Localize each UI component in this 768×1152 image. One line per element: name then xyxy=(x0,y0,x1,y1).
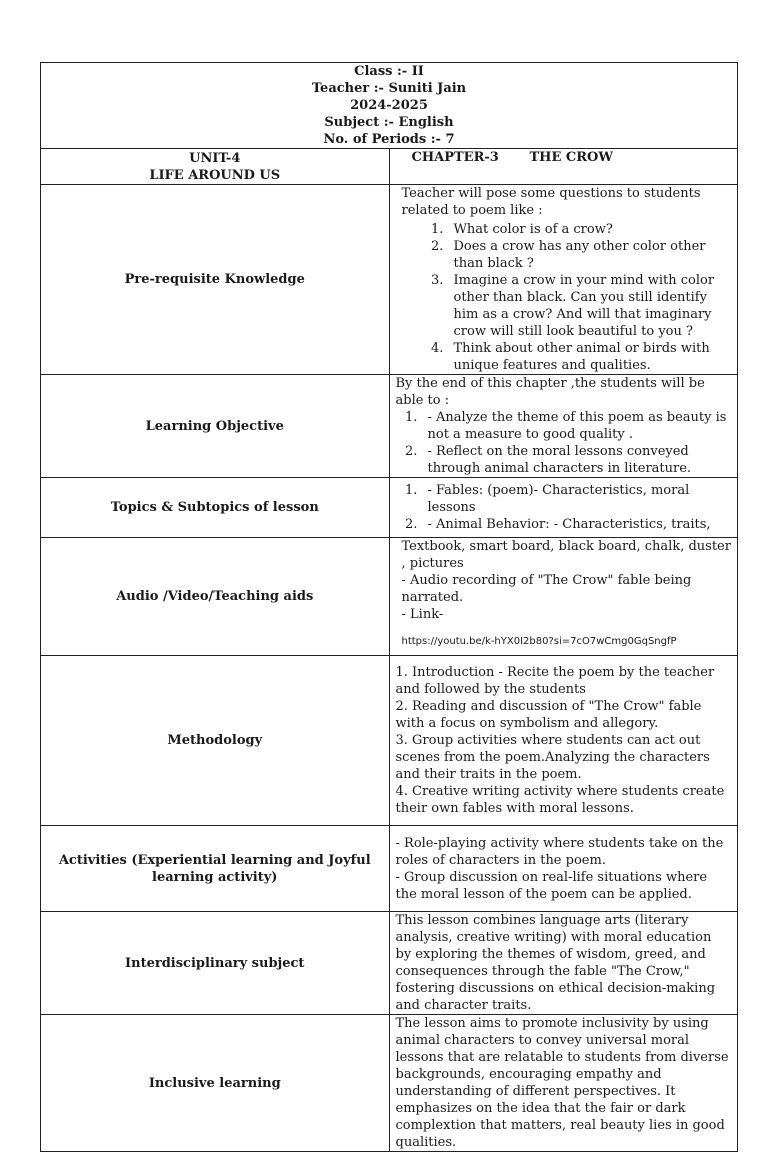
list-item: 2. Reading and discussion of "The Crow" fable with a focus on symbolism and allegory. xyxy=(395,699,702,731)
list-item: - Role-playing activity where students take on the roles of characters in the poem. xyxy=(395,835,724,868)
list-item: 2. Does a crow has any other color other than black ? xyxy=(448,238,732,272)
inclusive-row xyxy=(41,1015,738,1152)
list-item: 4. Think about other animal or birds with unique features and qualities. xyxy=(448,340,732,374)
interdisciplinary-label: Interdisciplinary subject xyxy=(41,912,390,1015)
objective-content xyxy=(389,375,738,478)
teacher-line: Teacher :- Suniti Jain xyxy=(311,81,467,96)
list-item: 1. - Fables: (poem)- Characteristics, moral lessons xyxy=(422,482,732,516)
aids-row xyxy=(41,538,738,656)
objective-row xyxy=(41,375,738,478)
methodology-label: Methodology xyxy=(41,656,390,826)
chapter-cell xyxy=(389,149,738,185)
topics-label: Topics & Subtopics of lesson xyxy=(41,478,390,538)
interdisciplinary-row xyxy=(41,912,738,1015)
objective-label: Learning Objective xyxy=(41,375,390,478)
topics-row xyxy=(41,478,738,538)
aids-content xyxy=(389,538,738,656)
methodology-content xyxy=(389,656,738,826)
header-cell xyxy=(41,63,738,149)
list-item: 2. - Reflect on the moral lessons conveyed through animal characters in literature. xyxy=(422,443,732,477)
class-line: Class :- II xyxy=(354,64,424,79)
inclusive-content: The lesson aims to promote inclusivity by using animal characters to convey universal moral lessons that are relatable to students from diverse backgrounds, encouraging empathy and understanding of different perspectives. It emphasizes on the idea that the fair or dark complextion that matters, real beauty lies in good qualities. xyxy=(389,1015,738,1152)
list-item: 3. Group activities where students can act out scenes from the poem.Analyzing the characters and their traits in the poem. xyxy=(395,733,710,782)
lesson-plan-table xyxy=(40,62,738,1152)
lesson-plan-sheet xyxy=(40,62,738,1152)
unit-row xyxy=(41,149,738,185)
activities-row xyxy=(41,826,738,912)
subject-line: Subject :- English xyxy=(324,115,454,130)
unit-number: UNIT-4 xyxy=(189,150,241,166)
aids-materials: Textbook, smart board, black board, chalk, duster , pictures xyxy=(401,539,731,571)
prerequisite-label: Pre-requisite Knowledge xyxy=(41,185,390,375)
aids-audio: - Audio recording of "The Crow" fable being narrated. xyxy=(401,573,692,605)
prerequisite-content xyxy=(389,185,738,375)
list-item: 2. - Animal Behavior: - Characteristics, traits, xyxy=(422,516,732,533)
list-item: 1. What color is of a crow? xyxy=(448,221,732,238)
aids-link-label: - Link- xyxy=(401,607,444,622)
methodology-row xyxy=(41,656,738,826)
activities-label: Activities (Experiential learning and Joyful learning activity) xyxy=(41,826,390,912)
list-item: 4. Creative writing activity where students create their own fables with moral lessons. xyxy=(395,784,725,816)
inclusive-label: Inclusive learning xyxy=(41,1015,390,1152)
chapter-number: CHAPTER-3 xyxy=(411,150,499,165)
list-item: 1. Introduction - Recite the poem by the teacher and followed by the students xyxy=(395,665,715,697)
chapter-title: THE CROW xyxy=(529,150,613,165)
interdisciplinary-content: This lesson combines language arts (literary analysis, creative writing) with moral education by exploring the themes of wisdom, greed, and consequences through the fable "The Crow," fostering discussions on ethical decision-making and character traits. xyxy=(389,912,738,1015)
prerequisite-intro: Teacher will pose some questions to students related to poem like : xyxy=(401,186,701,218)
list-item: - Group discussion on real-life situations where the moral lesson of the poem can be applied. xyxy=(395,869,708,902)
prerequisite-row xyxy=(41,185,738,375)
list-item: 1. - Analyze the theme of this poem as beauty is not a measure to good quality . xyxy=(422,409,732,443)
header-row xyxy=(41,63,738,149)
unit-title: LIFE AROUND US xyxy=(149,167,281,183)
video-link[interactable]: https://youtu.be/k-hYX0I2b80?si=7cO7wCmg0GqSngfP xyxy=(401,636,677,647)
prerequisite-list xyxy=(402,221,732,374)
aids-label: Audio /Video/Teaching aids xyxy=(41,538,390,656)
objective-list xyxy=(396,409,732,477)
topics-content xyxy=(389,478,738,538)
topics-list xyxy=(396,482,732,533)
list-item: 3. Imagine a crow in your mind with color other than black. Can you still identify him as a crow? And will that imaginary crow will still look beautiful to you ? xyxy=(448,272,732,340)
periods-line: No. of Periods :- 7 xyxy=(323,132,455,147)
year-line: 2024-2025 xyxy=(350,98,428,113)
unit-cell xyxy=(41,149,390,185)
objective-intro: By the end of this chapter ,the students will be able to : xyxy=(395,376,705,408)
activities-content xyxy=(389,826,738,912)
